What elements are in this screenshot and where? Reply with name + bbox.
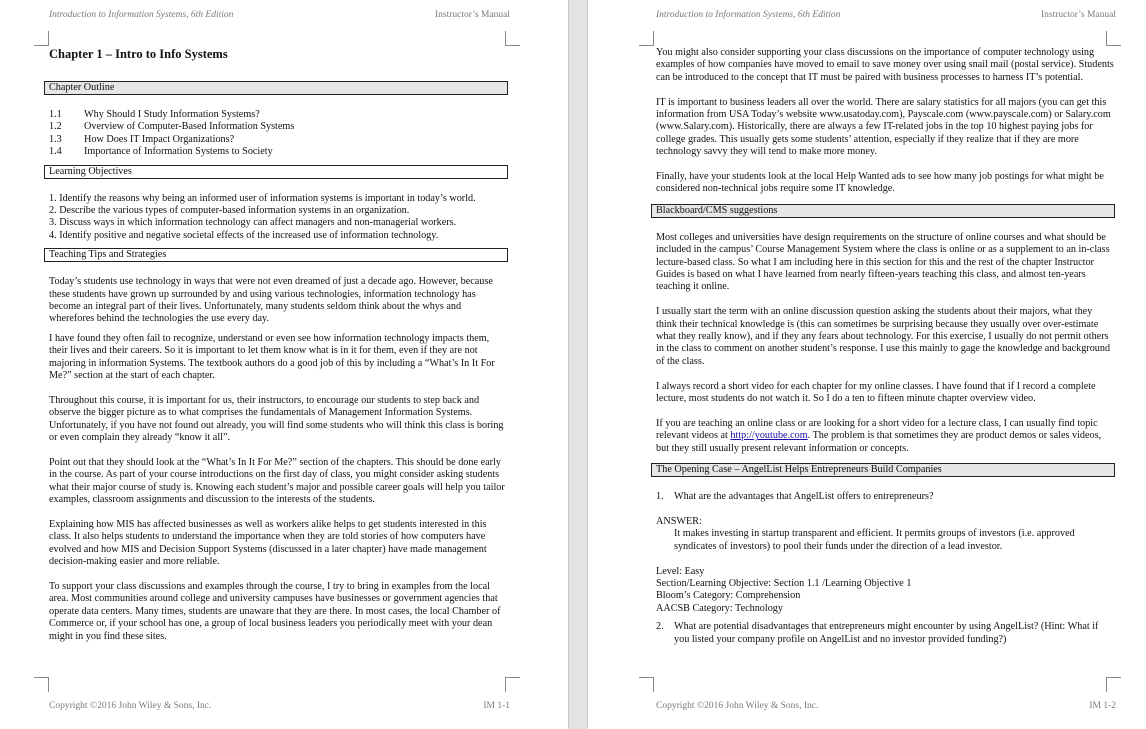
objective-item: 4. Identify positive and negative societal effects of the increased use of information technology. [49,229,439,241]
question-meta: Bloom’s Category: Comprehension [656,590,801,602]
body-paragraph: Throughout this course, it is important for us, their instructors, to encourage our students to step back and observe the bigger picture as to what comprises the fundamentals of Management Information Systems. Unfortunately, if you have not found out already, you will find some students who will think this class is boring or even complain they already “know it all”. [49,394,504,444]
page-footer-left: Copyright ©2016 John Wiley & Sons, Inc. [656,701,819,711]
outline-item [49,146,507,158]
question-text: What are potential disadvantages that entrepreneurs might encounter by using AngelList? (Hint: What if you listed your company profile on AngelList and no investor provided funding?) [674,621,1099,645]
crop-mark-top-right [1106,31,1121,46]
outline-text: How Does IT Impact Organizations? [84,133,235,145]
body-paragraph: Today’s students use technology in ways that were not even dreamed of just a decade ago. However, because these students have grown up surrounded by and using various technologies, information technology has become an integral part of their lives. Unfortunately, many students seldom think about the whys and wherefores behind the technologies the use every day. [49,276,493,325]
outline-item [49,121,507,133]
answer-text: It makes investing in startup transparent and efficient. It permits groups of investors (i.e. approved syndicates of investors) to pool their funds under the direction of a lead investor. [674,528,1075,552]
crop-mark-top-right [505,31,520,46]
outline-number: 1.4 [49,146,62,158]
page-number: IM 1-2 [1089,701,1116,711]
outline-number: 1.3 [49,133,62,145]
document-page-1 [0,0,568,729]
page-footer-left: Copyright ©2016 John Wiley & Sons, Inc. [49,701,212,711]
objective-item: 3. Discuss ways in which information technology can affect managers and non-managerial workers. [49,217,457,229]
page-1-body [49,40,507,643]
body-paragraph: Explaining how MIS has affected businesses as well as workers alike helps to get students interested in this class. It also helps students to understand the importance when they are told stories of how computers have evolved and how MIS and Decision Support Systems (discussed in a later chapter) have made management decision-making easier and more reliable. [49,518,487,568]
question-1 [656,491,1114,503]
body-paragraph: Finally, have your students look at the local Help Wanted ads to see how many job postings for what might be considered non-technical jobs require some IT knowledge. [656,171,1104,195]
question-number: 1. [656,491,664,503]
outline-text: Overview of Computer-Based Information Systems [84,121,295,133]
section-heading-opening-case: The Opening Case – AngelList Helps Entrepreneurs Build Companies [651,463,1115,477]
body-paragraph: You might also consider supporting your class discussions on the importance of computer technology using examples of how companies have moved to email to save money over using snail mail (postal service). Students can be introduced to the concept that IT must be paired with business processes to harness IT’s potential. [656,47,1114,83]
outline-text: Importance of Information Systems to Society [84,146,273,158]
section-heading-teaching-tips: Teaching Tips and Strategies [44,248,508,262]
body-paragraph: To support your class discussions and examples through the course, I try to bring in examples from the local area. Most communities around college and university campuses have businesses or government agencies that operate data centers. Many times, students are unaware that they are there. In most cases, the local Chamber of Commerce or, if your school has one, a group of local business leaders you periodically meet with your dean might in you find these sites. [49,580,501,642]
objective-item: 1. Identify the reasons why being an informed user of information systems is important in today’s world. [49,192,476,204]
video-para-text-end: . The problem is that sometimes they are product demos or sales videos, but they still usually present relevant information or concepts. [656,430,1102,454]
body-paragraph: Point out that they should look at the “What’s In It For Me?” section of the chapters. This should be done early in the course. As part of your course introductions on the first day of class, you might consider asking students what their major course of study is. Knowing each student’s major and possible career goals will help you tailor examples, classroom assignments and discussion to the interests of the students. [49,456,505,506]
objective-item: 2. Describe the various types of computer-based information systems in an organization. [49,205,410,217]
page-header-left: Introduction to Information Systems, 6th Edition [49,10,234,20]
answer-label: ANSWER: [656,515,702,527]
crop-mark-bottom-left [639,677,654,692]
video-para-text: If you are teaching an online class or are looking for a short video for a lecture class, I can usually find topic relevant videos at [656,417,1098,442]
body-paragraph: IT is important to business leaders all over the world. There are salary statistics for all majors (you can get this information from USA Today’s website www.usatoday.com), Payscale.com (www.payscale.com) or Salary.com (www.Salary.com). Historically, there are always a few IT-related jobs in the top 10 highest paying jobs for college grades. This usually gets some students’ attention, especially if they realize that if they are more technology savvy they will tend to make more money. [656,96,1111,158]
question-meta: Section/Learning Objective: Section 1.1 /Learning Objective 1 [656,577,912,589]
chapter-title: Chapter 1 – Intro to Info Systems [49,47,228,61]
section-heading-objectives: Learning Objectives [44,165,508,179]
section-heading-cms: Blackboard/CMS suggestions [651,204,1115,218]
body-paragraph [656,418,1114,455]
question-number: 2. [656,621,664,633]
page-header-right: Instructor’s Manual [434,10,510,20]
page-gutter [568,0,588,729]
body-paragraph: I usually start the term with an online discussion question asking the students about their majors, what they think their technical knowledge is (this can sometimes be surprising because they usually over over-estimate what they really know), and if they any fears about technology. For this exercise, I usually do not permit others in the class to comment on another student’s response. I use this mainly to gage the knowledge and background of the class. [656,306,1111,367]
crop-mark-bottom-right [505,677,520,692]
outline-number: 1.2 [49,121,62,133]
page-number: IM 1-1 [483,701,510,711]
body-paragraph: I always record a short video for each chapter for my online classes. I have found that if I record a complete lecture, most students do not watch it. So I do a ten to fifteen minute chapter overview video. [656,380,1096,405]
outline-text: Why Should I Study Information Systems? [84,109,260,120]
question-meta: Level: Easy [656,565,705,577]
body-paragraph: Most colleges and universities have design requirements on the structure of online courses and what should be included in the campus’ Course Management System where the class is online or as a supplement to an in-class lecture-based class. So what I am including here in this section for this and the rest of the chapter Instructor Guides is based on what I have learned from nearly fifteen-years teaching this class, and almost ten-years teaching it online. [656,231,1110,293]
crop-mark-bottom-right [1106,677,1121,692]
outline-item [49,109,507,121]
crop-mark-bottom-left [34,677,49,692]
crop-mark-top-left [639,31,654,46]
outline-number: 1.1 [49,109,62,120]
question-text: What are the advantages that AngelList offers to entrepreneurs? [674,491,934,503]
page-header-right: Instructor’s Manual [1040,10,1116,20]
page-header-left: Introduction to Information Systems, 6th Edition [656,10,841,20]
section-heading-outline: Chapter Outline [44,81,508,95]
crop-mark-top-left [34,31,49,46]
outline-item [49,134,507,146]
chapter-outline-list [49,109,507,159]
question-meta: AACSB Category: Technology [656,602,783,614]
question-2 [656,621,1114,646]
page-2-body [656,47,1114,646]
body-paragraph: I have found they often fail to recognize, understand or even see how information technology impacts them, their lives and their careers. So it is important to let them know what is in it for them, even if they are not majoring in information Systems. The textbook authors do a good job of this by including a “What’s In It For Me?” section at the start of each chapter. [49,332,495,382]
youtube-link[interactable]: http://youtube.com [730,430,808,442]
document-page-2 [588,0,1146,729]
